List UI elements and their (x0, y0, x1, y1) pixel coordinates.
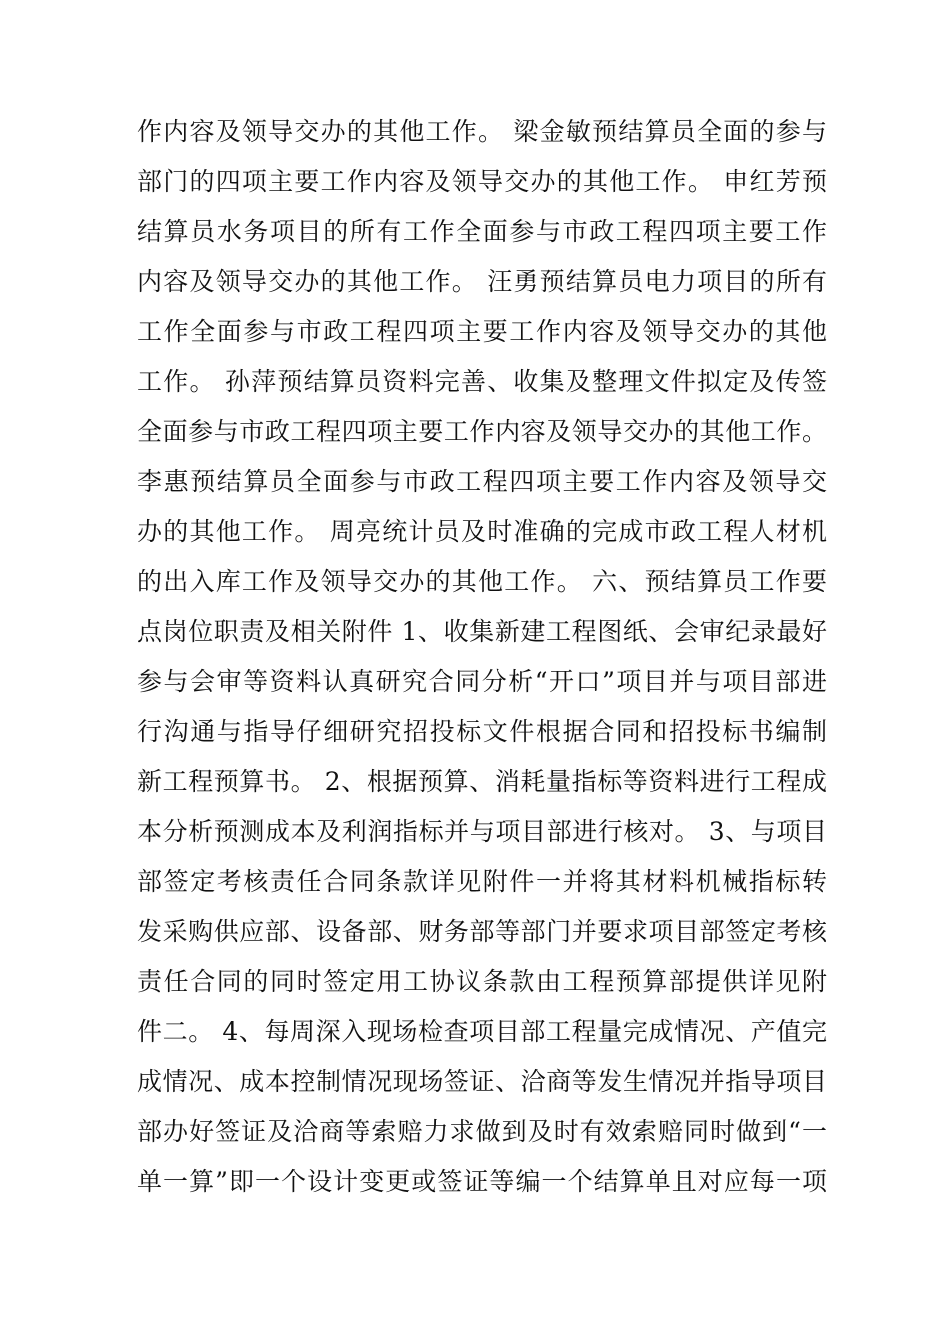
text-line: 作内容及领导交办的其他工作。 梁金敏预结算员全面的参与 (137, 117, 827, 146)
text-line: 部签定考核责任合同条款详见附件一并将其材料机械指标转 (137, 867, 827, 896)
text-line: 件二。 4、每周深入现场检查项目部工程量完成情况、产值完 (137, 1017, 827, 1046)
text-line: 点岗位职责及相关附件 1、收集新建工程图纸、会审纪录最好 (137, 617, 827, 646)
text-line: 内容及领导交办的其他工作。 汪勇预结算员电力项目的所有 (137, 267, 827, 296)
text-line: 办的其他工作。 周亮统计员及时准确的完成市政工程人材机 (137, 517, 827, 546)
text-line: 工作全面参与市政工程四项主要工作内容及领导交办的其他 (137, 317, 827, 346)
text-line: 责任合同的同时签定用工协议条款由工程预算部提供详见附 (137, 967, 827, 996)
text-line: 全面参与市政工程四项主要工作内容及领导交办的其他工作。 (137, 417, 827, 446)
text-line: 新工程预算书。 2、根据预算、消耗量指标等资料进行工程成 (137, 767, 827, 796)
text-line: 结算员水务项目的所有工作全面参与市政工程四项主要工作 (137, 217, 827, 246)
text-line: 李惠预结算员全面参与市政工程四项主要工作内容及领导交 (137, 467, 827, 496)
text-line: 工作。 孙萍预结算员资料完善、收集及整理文件拟定及传签 (137, 367, 827, 396)
text-line: 部办好签证及洽商等索赔力求做到及时有效索赔同时做到“一 (137, 1117, 827, 1146)
text-line: 成情况、成本控制情况现场签证、洽商等发生情况并指导项目 (137, 1067, 827, 1096)
text-line: 的出入库工作及领导交办的其他工作。 六、预结算员工作要 (137, 567, 827, 596)
text-line: 单一算”即一个设计变更或签证等编一个结算单且对应每一项 (137, 1167, 827, 1196)
text-line: 发采购供应部、设备部、财务部等部门并要求项目部签定考核 (137, 917, 827, 946)
text-line: 部门的四项主要工作内容及领导交办的其他工作。 申红芳预 (137, 167, 827, 196)
text-line: 参与会审等资料认真研究合同分析“开口”项目并与项目部进 (137, 667, 827, 696)
text-line: 本分析预测成本及利润指标并与项目部进行核对。 3、与项目 (137, 817, 827, 846)
text-line: 行沟通与指导仔细研究招投标文件根据合同和招投标书编制 (137, 717, 827, 746)
body-text (137, 107, 827, 1207)
